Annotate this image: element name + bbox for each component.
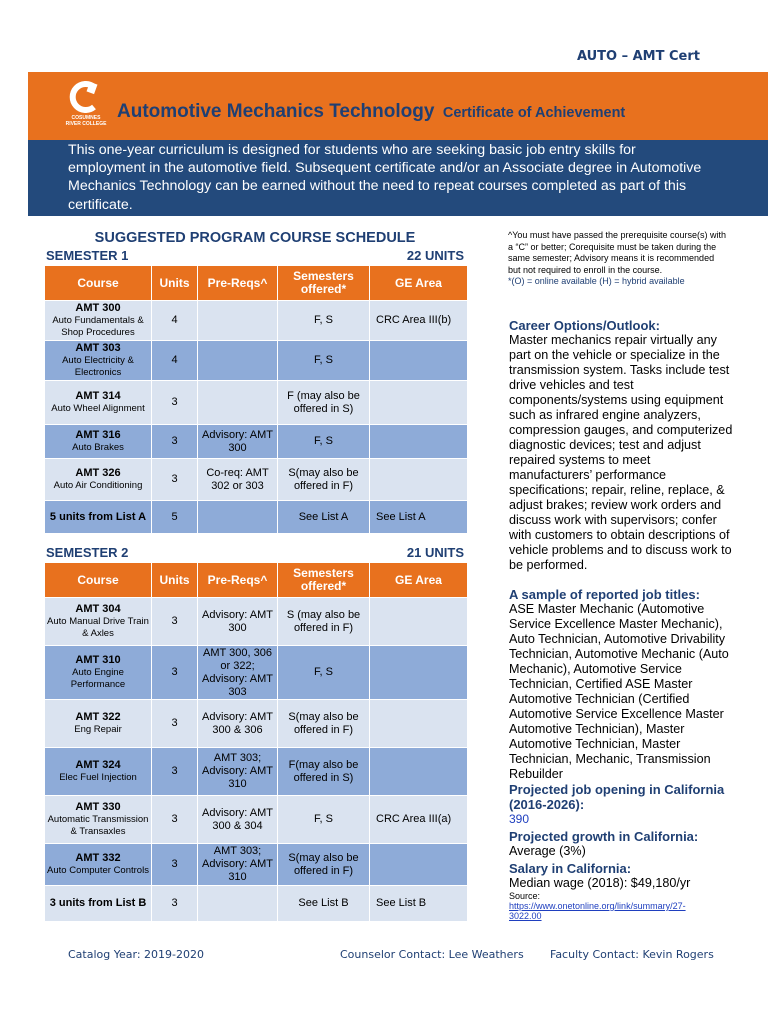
course-number: AMT 303 bbox=[75, 342, 121, 354]
col-ge: GE Area bbox=[370, 266, 468, 301]
table-row bbox=[45, 341, 468, 381]
course-offered: F(may also be offered in S) bbox=[278, 748, 370, 796]
course-name: Elec Fuel Injection bbox=[59, 772, 137, 783]
career-heading: Career Options/Outlook: bbox=[509, 318, 660, 333]
course-ge bbox=[370, 381, 468, 425]
course-prereq: Advisory: AMT 300 & 304 bbox=[198, 796, 278, 844]
course-number: 3 units from List B bbox=[45, 886, 152, 922]
schedule-title: SUGGESTED PROGRAM COURSE SCHEDULE bbox=[94, 230, 416, 246]
course-units: 3 bbox=[152, 748, 198, 796]
career-section bbox=[509, 318, 734, 573]
col-units: Units bbox=[152, 563, 198, 598]
semester2-units: 21 UNITS bbox=[406, 545, 464, 560]
faculty-contact: Faculty Contact: Kevin Rogers bbox=[550, 948, 714, 961]
table-row bbox=[45, 796, 468, 844]
document-code: AUTO – AMT Cert bbox=[576, 49, 700, 64]
course-ge bbox=[370, 598, 468, 646]
course-prereq: Advisory: AMT 300 bbox=[198, 425, 278, 459]
course-offered: S(may also be offered in F) bbox=[278, 844, 370, 886]
growth-value: Average (3%) bbox=[509, 844, 586, 858]
course-units: 3 bbox=[152, 646, 198, 700]
course-prereq: Co-req: AMT 302 or 303 bbox=[198, 459, 278, 501]
table-row bbox=[45, 501, 468, 534]
counselor-contact: Counselor Contact: Lee Weathers bbox=[340, 948, 524, 961]
table-row bbox=[45, 598, 468, 646]
course-number: AMT 332 bbox=[75, 852, 121, 864]
course-prereq bbox=[198, 886, 278, 922]
table-row bbox=[45, 381, 468, 425]
course-offered: F, S bbox=[278, 341, 370, 381]
semester1-table bbox=[44, 265, 468, 534]
course-units: 4 bbox=[152, 341, 198, 381]
course-prereq: AMT 303; Advisory: AMT 310 bbox=[198, 748, 278, 796]
course-offered: See List B bbox=[278, 886, 370, 922]
course-units: 5 bbox=[152, 501, 198, 534]
course-ge bbox=[370, 700, 468, 748]
course-number: AMT 310 bbox=[75, 654, 121, 666]
table-row bbox=[45, 646, 468, 700]
course-name: Auto Electricity & Electronics bbox=[62, 355, 134, 378]
course-number: AMT 300 bbox=[75, 302, 121, 314]
salary-value: Median wage (2018): $49,180/yr bbox=[509, 876, 691, 890]
table-row bbox=[45, 700, 468, 748]
course-name: Auto Fundamentals & Shop Procedures bbox=[52, 315, 144, 338]
col-course: Course bbox=[45, 563, 152, 598]
course-ge: See List A bbox=[370, 501, 468, 534]
course-ge bbox=[370, 646, 468, 700]
jobs-heading: A sample of reported job titles: bbox=[509, 587, 700, 602]
course-units: 3 bbox=[152, 796, 198, 844]
course-units: 3 bbox=[152, 425, 198, 459]
course-units: 3 bbox=[152, 598, 198, 646]
course-offered: F, S bbox=[278, 301, 370, 341]
college-logo-icon bbox=[68, 81, 104, 113]
course-number: AMT 314 bbox=[75, 390, 121, 402]
table-row bbox=[45, 844, 468, 886]
table-row bbox=[45, 886, 468, 922]
semester1-label: SEMESTER 1 bbox=[46, 248, 129, 263]
table-row bbox=[45, 459, 468, 501]
course-units: 3 bbox=[152, 459, 198, 501]
course-number: AMT 322 bbox=[75, 711, 121, 723]
course-number: 5 units from List A bbox=[45, 501, 152, 534]
course-prereq: Advisory: AMT 300 bbox=[198, 598, 278, 646]
course-units: 4 bbox=[152, 301, 198, 341]
course-ge: CRC Area III(a) bbox=[370, 796, 468, 844]
course-offered: F (may also be offered in S) bbox=[278, 381, 370, 425]
course-prereq: Advisory: AMT 300 & 306 bbox=[198, 700, 278, 748]
page-title bbox=[117, 101, 625, 123]
course-offered: F, S bbox=[278, 425, 370, 459]
course-number: AMT 316 bbox=[75, 429, 121, 441]
course-prereq bbox=[198, 501, 278, 534]
footnotes bbox=[508, 230, 728, 288]
program-title: Automotive Mechanics Technology bbox=[117, 101, 435, 122]
openings-heading: Projected job opening in California (2016-2026): bbox=[509, 782, 725, 812]
course-ge bbox=[370, 459, 468, 501]
intro-text: This one-year curriculum is designed for students who are seeking basic job entry skills for employment in the automotive field. Subsequent certificate and/or an Associate degree in Automotive Mechanics Technology can be earned without the need to repeat courses completed as part of this certificate. bbox=[68, 142, 702, 213]
course-ge bbox=[370, 748, 468, 796]
course-number: AMT 324 bbox=[75, 759, 121, 771]
growth-section bbox=[509, 829, 734, 859]
course-offered: S(may also be offered in F) bbox=[278, 459, 370, 501]
jobs-text: ASE Master Mechanic (Automotive Service Excellence Master Mechanic), Auto Technician, Automotive Drivability Technician, Automotive Mechanic (Auto Mechanic), Automotive Service Technician, Certified ASE Master Automotive Technician (Certified Automotive Service Excellence Master Automotive Technician), Master Automotive Technician, Master Technician, Mechanic, Transmission Rebuilder bbox=[509, 602, 729, 781]
logo-text: COSUMNES RIVER COLLEGE bbox=[65, 115, 107, 127]
title-banner bbox=[28, 72, 768, 140]
course-name: Auto Brakes bbox=[72, 442, 124, 453]
course-prereq: AMT 303; Advisory: AMT 310 bbox=[198, 844, 278, 886]
course-name: Auto Wheel Alignment bbox=[51, 403, 145, 414]
table-row bbox=[45, 748, 468, 796]
semester1-heading bbox=[46, 248, 464, 263]
course-ge bbox=[370, 844, 468, 886]
semester2-label: SEMESTER 2 bbox=[46, 545, 129, 560]
course-name: Auto Engine Performance bbox=[70, 667, 126, 690]
semester2-heading bbox=[46, 545, 464, 560]
course-number: AMT 326 bbox=[75, 467, 121, 479]
course-number: AMT 330 bbox=[75, 801, 121, 813]
course-offered: S(may also be offered in F) bbox=[278, 700, 370, 748]
course-offered: S (may also be offered in F) bbox=[278, 598, 370, 646]
course-number: AMT 304 bbox=[75, 603, 121, 615]
course-ge: CRC Area III(b) bbox=[370, 301, 468, 341]
college-logo bbox=[64, 81, 108, 133]
openings-section bbox=[509, 782, 734, 826]
col-prereqs: Pre-Reqs^ bbox=[198, 563, 278, 598]
course-prereq bbox=[198, 381, 278, 425]
col-course: Course bbox=[45, 266, 152, 301]
catalog-year: Catalog Year: 2019-2020 bbox=[68, 948, 204, 961]
col-prereqs: Pre-Reqs^ bbox=[198, 266, 278, 301]
course-name: Automatic Transmission & Transaxles bbox=[47, 814, 149, 837]
salary-section bbox=[509, 861, 734, 921]
course-name: Eng Repair bbox=[74, 724, 122, 735]
col-semesters: Semesters offered* bbox=[278, 266, 370, 301]
course-prereq: AMT 300, 306 or 322; Advisory: AMT 303 bbox=[198, 646, 278, 700]
growth-heading: Projected growth in California: bbox=[509, 829, 699, 844]
course-units: 3 bbox=[152, 844, 198, 886]
course-ge: See List B bbox=[370, 886, 468, 922]
course-units: 3 bbox=[152, 700, 198, 748]
salary-heading: Salary in California: bbox=[509, 861, 632, 876]
course-offered: F, S bbox=[278, 646, 370, 700]
jobs-section bbox=[509, 587, 734, 782]
career-text: Master mechanics repair virtually any part on the vehicle or specialize in the transmission system. Tasks include test drive vehicles and test components/systems using equipment such as infrared engine analyzers, compression gauges, and computerized diagnostic devices; test and adjust repaired systems to meet manufacturers’ performance specifications; repair, reline, replace, & adjust brakes; review work orders and discuss work with supervisors; confer with customers to obtain descriptions of vehicle problems and to discuss work to be performed. bbox=[509, 333, 733, 572]
col-semesters: Semesters offered* bbox=[278, 563, 370, 598]
course-ge bbox=[370, 425, 468, 459]
course-name: Auto Computer Controls bbox=[47, 865, 149, 876]
openings-value: 390 bbox=[509, 812, 530, 826]
course-name: Auto Manual Drive Train & Axles bbox=[47, 616, 149, 639]
course-units: 3 bbox=[152, 886, 198, 922]
course-prereq bbox=[198, 301, 278, 341]
course-name: Auto Air Conditioning bbox=[53, 480, 143, 491]
course-offered: F, S bbox=[278, 796, 370, 844]
semester1-units: 22 UNITS bbox=[406, 248, 464, 263]
source-label: Source: bbox=[509, 891, 541, 901]
prereq-note: ^You must have passed the prerequisite course(s) with a “C” or better; Corequisite must be taken during the same semester; Advisory means it is recommended but not required to enroll in the course. bbox=[508, 230, 727, 275]
course-units: 3 bbox=[152, 381, 198, 425]
course-ge bbox=[370, 341, 468, 381]
table-row bbox=[45, 301, 468, 341]
semester2-table bbox=[44, 562, 468, 922]
intro-banner bbox=[28, 140, 768, 216]
table-row bbox=[45, 425, 468, 459]
program-subtitle: Certificate of Achievement bbox=[442, 105, 626, 121]
course-offered: See List A bbox=[278, 501, 370, 534]
course-prereq bbox=[198, 341, 278, 381]
col-ge: GE Area bbox=[370, 563, 468, 598]
online-note: *(O) = online available (H) = hybrid available bbox=[508, 276, 685, 286]
col-units: Units bbox=[152, 266, 198, 301]
source-link[interactable]: https://www.onetonline.org/link/summary/27-3022.00 bbox=[509, 901, 686, 921]
